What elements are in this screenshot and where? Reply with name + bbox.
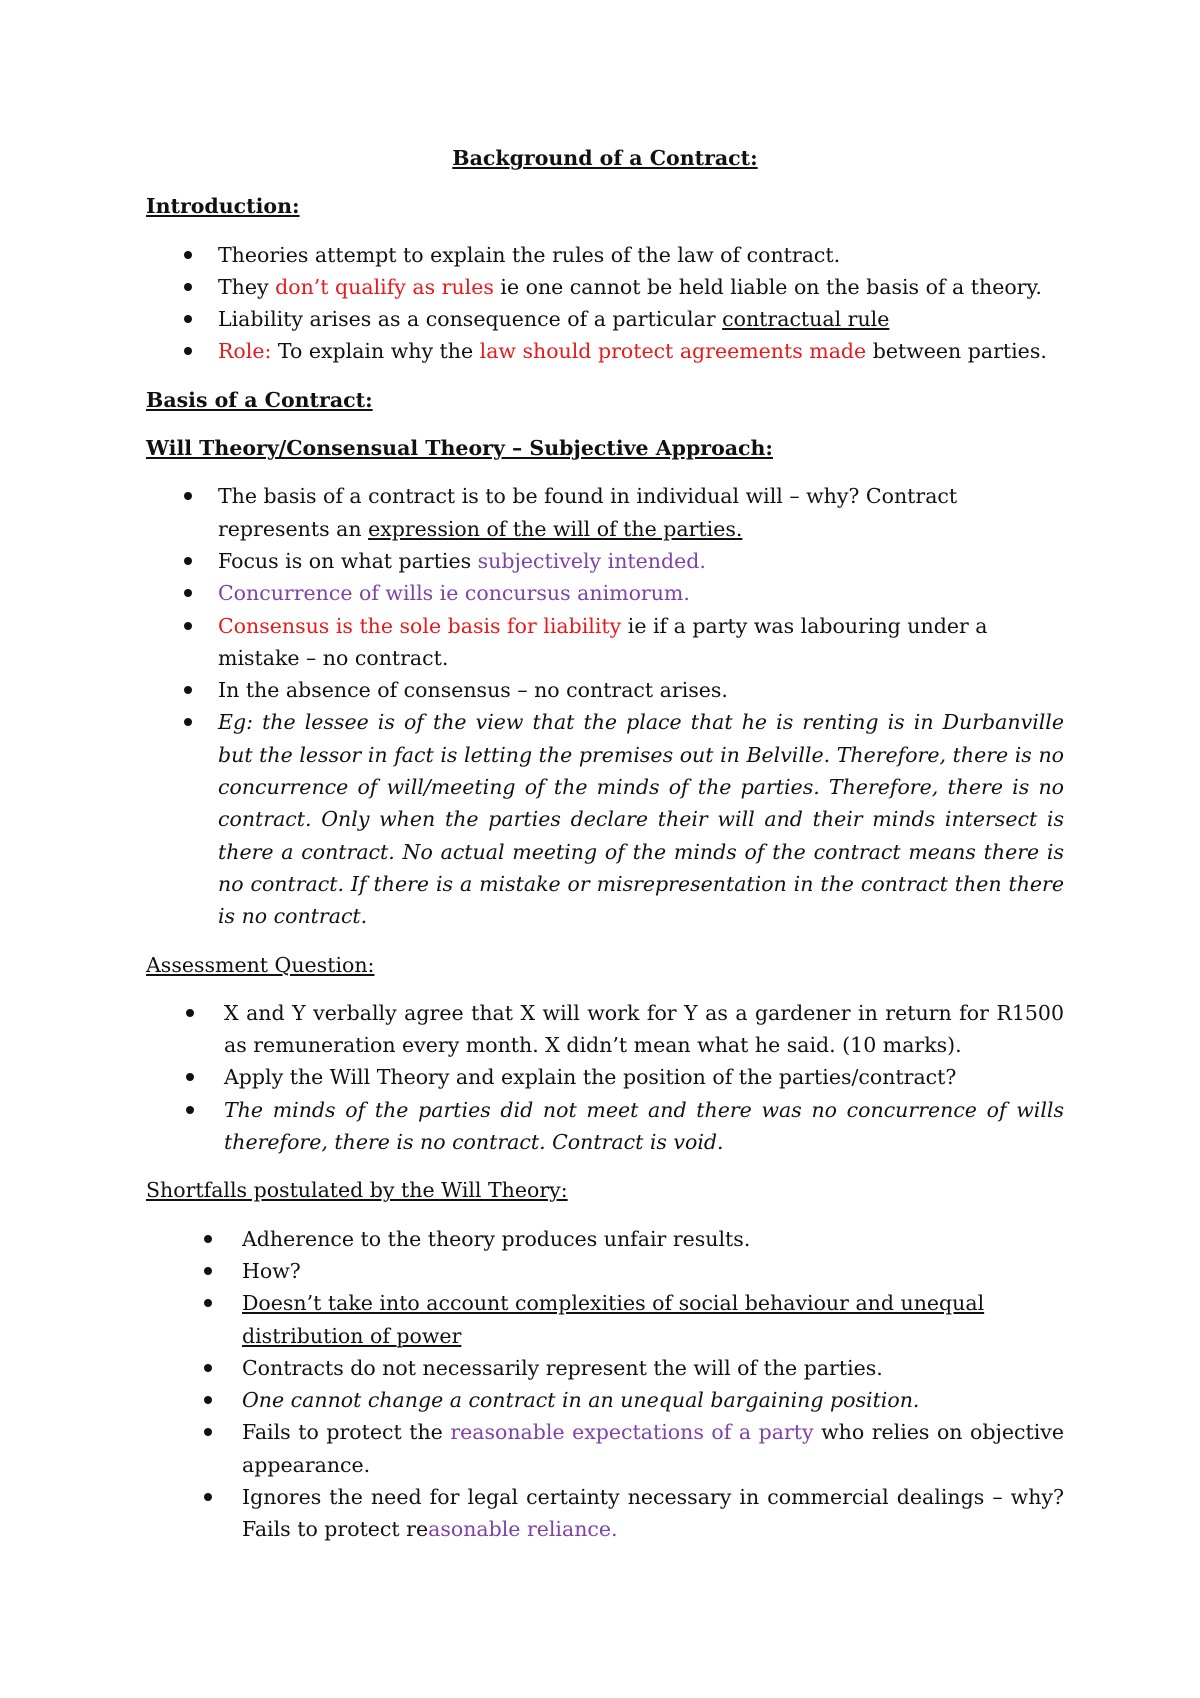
item-text: Liability arises as a consequence of a particular <box>218 307 723 332</box>
document-title: Background of a Contract: <box>452 146 758 170</box>
italic-text: One cannot change a contract in an unequal bargaining position. <box>242 1388 920 1413</box>
item-text: ie if a party was labouring under a mistake – no contract. <box>218 613 988 670</box>
list-item <box>146 577 1064 609</box>
item-text: The basis of a contract is to be found in individual will – why? Contract represents an <box>218 484 958 541</box>
assessment-heading: Assessment Question: <box>146 952 375 977</box>
bullet-icon <box>204 1299 212 1307</box>
item-text: who relies on objective appearance. <box>242 1420 1064 1477</box>
bullet-icon <box>184 251 192 259</box>
bullet-icon <box>184 718 192 726</box>
item-text: X and Y verbally agree that X will work for Y as a gardener in return for R1500 as remuneration every month. X didn’t mean what he said. (10 marks). <box>224 1000 1064 1058</box>
bullet-icon <box>184 589 192 597</box>
item-text: ie one cannot be held liable on the basis of a theory. <box>493 274 1042 299</box>
underlined-text: expression of the will of the parties. <box>368 516 743 541</box>
example-text: Eg: the lessee is of the view that the place that he is renting is in Durbanville but the lessor in fact is letting the premises out in Belville. Therefore, there is no concurrence of will/meeting of the minds of the parties. Therefore, there is no contract. Only when the parties declare their will and their minds intersect is there a contract. No actual meeting of the minds of the contract means there is no contract. If there is a mistake or misrepresentation in the contract then there is no contract. <box>218 710 1064 929</box>
bullet-icon <box>184 315 192 323</box>
basis-heading: Basis of a Contract: <box>146 387 373 412</box>
bullet-icon <box>204 1493 212 1501</box>
item-text: In the absence of consensus – no contract arises. <box>218 678 728 703</box>
item-text: Contracts do not necessarily represent the will of the parties. <box>242 1355 883 1380</box>
list-item <box>146 1223 1064 1255</box>
bullet-icon <box>184 686 192 694</box>
introduction-heading: Introduction: <box>146 194 300 219</box>
list-item <box>146 997 1064 1062</box>
bullet-icon <box>184 492 192 500</box>
document-body <box>146 142 1064 1562</box>
list-item <box>146 706 1064 932</box>
introduction-list <box>146 239 1064 368</box>
list-item <box>146 335 1064 367</box>
list-item <box>146 1416 1064 1481</box>
bullet-icon <box>184 557 192 565</box>
bullet-icon <box>184 347 192 355</box>
bullet-icon <box>204 1235 212 1243</box>
shortfalls-list <box>146 1223 1064 1546</box>
highlight-text: don’t qualify as rules <box>275 274 494 299</box>
highlight-text: law should protect agreements made <box>479 339 867 364</box>
list-item <box>146 1352 1064 1384</box>
list-item <box>146 480 1064 545</box>
item-text: Theories attempt to explain the rules of the law of contract. <box>218 242 841 267</box>
item-text: Focus is on what parties <box>218 548 478 573</box>
bullet-icon <box>204 1396 212 1404</box>
bullet-icon <box>204 1364 212 1372</box>
highlight-text: asonable reliance. <box>428 1517 618 1542</box>
list-item <box>146 610 1064 675</box>
bullet-icon <box>184 283 192 291</box>
highlight-text: Consensus is the sole basis for liability <box>218 613 622 638</box>
bullet-icon <box>186 1073 194 1081</box>
list-item <box>146 545 1064 577</box>
item-text: Fails to protect the <box>242 1420 451 1445</box>
list-item <box>146 1384 1064 1416</box>
list-item <box>146 239 1064 271</box>
highlight-text: Concurrence of wills ie concursus animorum. <box>218 581 690 606</box>
list-item <box>146 1481 1064 1546</box>
item-text: between parties. <box>866 339 1047 364</box>
item-text: To explain why the <box>271 339 480 364</box>
will-theory-heading: Will Theory/Consensual Theory – Subjective Approach: <box>146 436 774 461</box>
bullet-icon <box>204 1428 212 1436</box>
assessment-list <box>146 997 1064 1158</box>
item-text: They <box>218 274 276 299</box>
bullet-icon <box>184 622 192 630</box>
item-text: Ignores the need for legal certainty necessary in commercial dealings – why? Fails to protect re <box>242 1484 1064 1542</box>
list-item <box>146 1287 1064 1352</box>
item-text: Apply the Will Theory and explain the position of the parties/contract? <box>224 1065 957 1090</box>
underlined-text: contractual rule <box>722 307 890 332</box>
item-text: Adherence to the theory produces unfair results. <box>242 1226 751 1251</box>
list-item <box>146 1094 1064 1159</box>
underlined-text: Doesn’t take into account complexities of social behaviour and unequal distribution of power <box>242 1291 985 1348</box>
answer-text: The minds of the parties did not meet and there was no concurrence of wills therefore, there is no contract. Contract is void. <box>224 1097 1064 1155</box>
list-item <box>146 674 1064 706</box>
list-item <box>146 1061 1064 1093</box>
highlight-text: subjectively intended. <box>477 548 706 573</box>
item-text: How? <box>242 1258 301 1283</box>
bullet-icon <box>186 1009 194 1017</box>
highlight-text: Role: <box>218 339 272 364</box>
bullet-icon <box>204 1267 212 1275</box>
shortfalls-heading: Shortfalls postulated by the Will Theory: <box>146 1178 568 1203</box>
basis-list <box>146 480 1064 932</box>
bullet-icon <box>186 1106 194 1114</box>
highlight-text: reasonable expectations of a party <box>450 1420 814 1445</box>
list-item <box>146 303 1064 335</box>
list-item <box>146 271 1064 303</box>
list-item <box>146 1255 1064 1287</box>
